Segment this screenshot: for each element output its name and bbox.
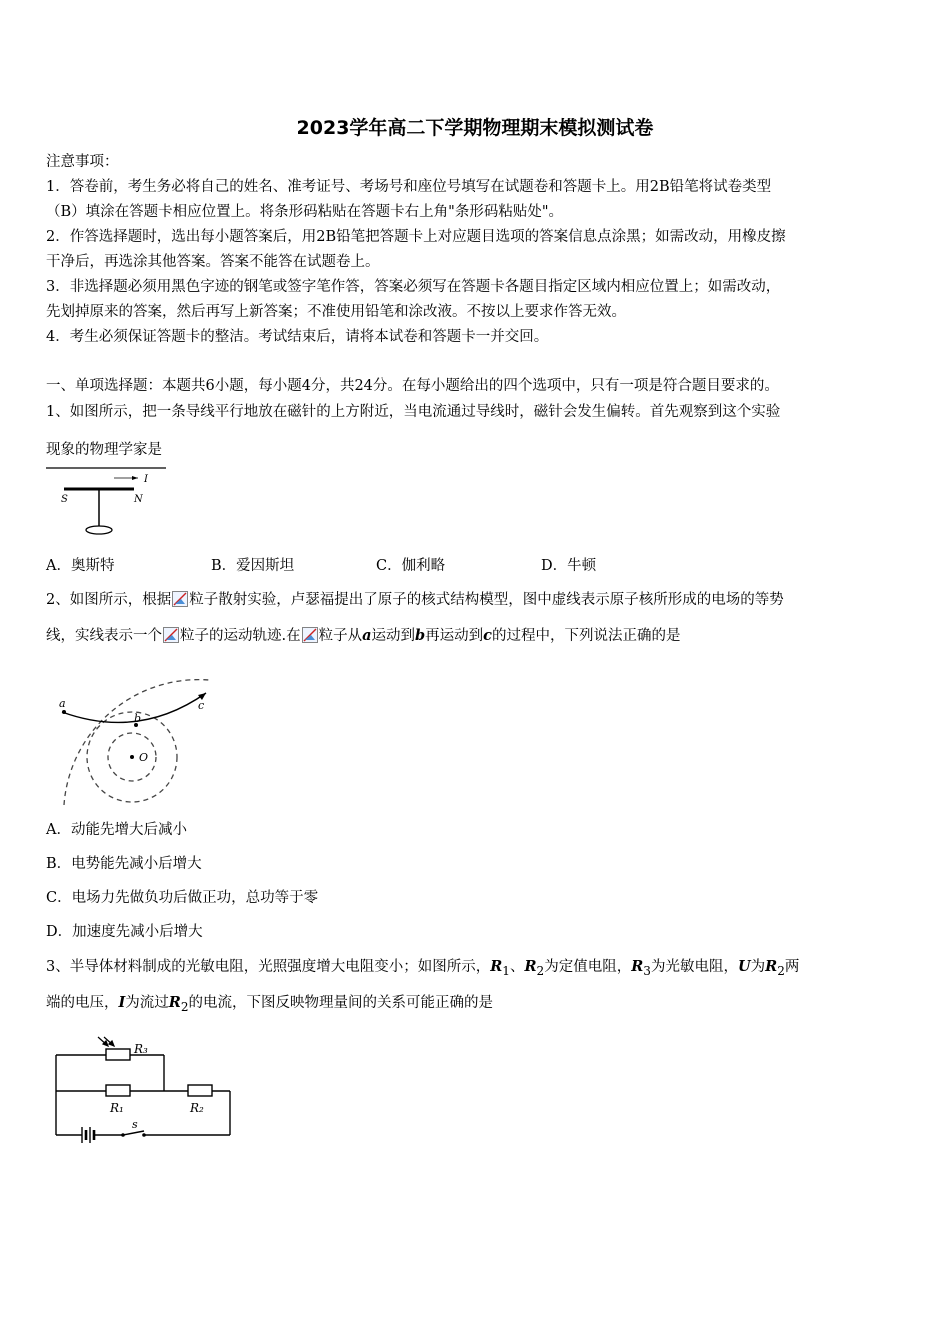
section-heading: 一、单项选择题：本题共6小题，每小题4分，共24分。在每小题给出的四个选项中，只有一项是符合题目要求的。: [46, 378, 779, 394]
current-label: I: [144, 474, 148, 485]
alpha-scattering-figure: [44, 665, 234, 810]
outer-equipotential: [64, 680, 209, 805]
compass-base: [86, 526, 112, 534]
notice-line: 干净后，再选涂其他答案。答案不能答在试题卷上。: [46, 254, 380, 270]
option-c[interactable]: C．电场力先做负功后做正功，总功等于零: [46, 890, 319, 906]
option-c[interactable]: C．伽利略: [376, 558, 446, 574]
option-a[interactable]: A．动能先增大后减小: [46, 822, 187, 838]
switch-s: [123, 1131, 144, 1135]
option-b[interactable]: B．爱因斯坦: [211, 558, 295, 574]
circuit-figure: [48, 1035, 238, 1145]
compass-figure: [44, 465, 174, 545]
option-b[interactable]: B．电势能先减小后增大: [46, 856, 202, 872]
resistor-r3: [106, 1049, 130, 1060]
question-3-text: 端的电压，I为流过$R_2$的电流，下图反映物理量间的关系可能正确的是: [46, 994, 494, 1014]
battery: [82, 1127, 94, 1143]
resistor-r1: [106, 1085, 130, 1096]
notice-line: （B）填涂在答题卡相应位置上。将条形码粘贴在答题卡右上角"条形码粘贴处"。: [46, 204, 563, 220]
option-a[interactable]: A．奥斯特: [46, 558, 115, 574]
nucleus-label: O: [139, 751, 149, 764]
alpha-symbol-icon: [302, 627, 318, 643]
light-arrows: [98, 1037, 114, 1046]
point-c-label: c: [198, 699, 205, 712]
nucleus: [130, 755, 134, 759]
page-title: 2023学年高二下学期物理期末模拟测试卷: [296, 117, 654, 139]
question-2-text: 线，实线表示一个 粒子的运动轨迹.在 粒子从a运动到b再运动到c的过程中，下列说法正确的是: [46, 627, 681, 644]
question-2-text: 2、如图所示，根据 粒子散射实验，卢瑟福提出了原子的核式结构模型，图中虚线表示原子核所形成的电场的等势: [46, 592, 784, 608]
south-label: S: [61, 494, 68, 505]
switch-label: s: [132, 1118, 138, 1131]
current-arrow: [132, 476, 138, 480]
r3-label: R₃: [134, 1042, 148, 1056]
question-1-text: 现象的物理学家是: [46, 442, 162, 458]
notice-line: 先划掉原来的答案，然后再写上新答案；不准使用铅笔和涂改液。不按以上要求作答无效。: [46, 304, 626, 320]
r2-label: R₂: [190, 1101, 204, 1115]
r1-label: R₁: [110, 1101, 124, 1115]
option-d[interactable]: D．加速度先减小后增大: [46, 924, 203, 940]
alpha-symbol-icon: [163, 627, 179, 643]
notice-line: 3．非选择题必须用黑色字迹的钢笔或签字笔作答，答案必须写在答题卡各题目指定区域内相应位置上；如需改动，: [46, 279, 781, 295]
option-d[interactable]: D．牛顿: [541, 558, 597, 574]
question-1-text: 1、如图所示，把一条导线平行地放在磁针的上方附近，当电流通过导线时，磁针会发生偏转。首先观察到这个实验: [46, 404, 781, 420]
notice-line: 4．考生必须保证答题卡的整洁。考试结束后，请将本试卷和答题卡一并交回。: [46, 329, 549, 345]
north-label: N: [134, 494, 143, 505]
resistor-r2: [188, 1085, 212, 1096]
notice-line: 2．作答选择题时，选出每小题答案后，用2B铅笔把答题卡上对应题目选项的答案信息点涂黑；如需改动，用橡皮擦: [46, 229, 786, 245]
question-3-text: 3、半导体材料制成的光敏电阻，光照强度增大电阻变小；如图所示，$R_1$、$R_2$为定值电阻，$R_3$为光敏电阻，U为$R_2$两: [46, 958, 800, 978]
point-a-label: a: [59, 697, 66, 710]
alpha-symbol-icon: [172, 591, 188, 607]
notice-heading: 注意事项：: [46, 154, 119, 170]
notice-line: 1．答卷前，考生务必将自己的姓名、准考证号、考场号和座位号填写在试题卷和答题卡上。用2B铅笔将试卷类型: [46, 179, 772, 195]
point-b-label: b: [134, 712, 142, 725]
